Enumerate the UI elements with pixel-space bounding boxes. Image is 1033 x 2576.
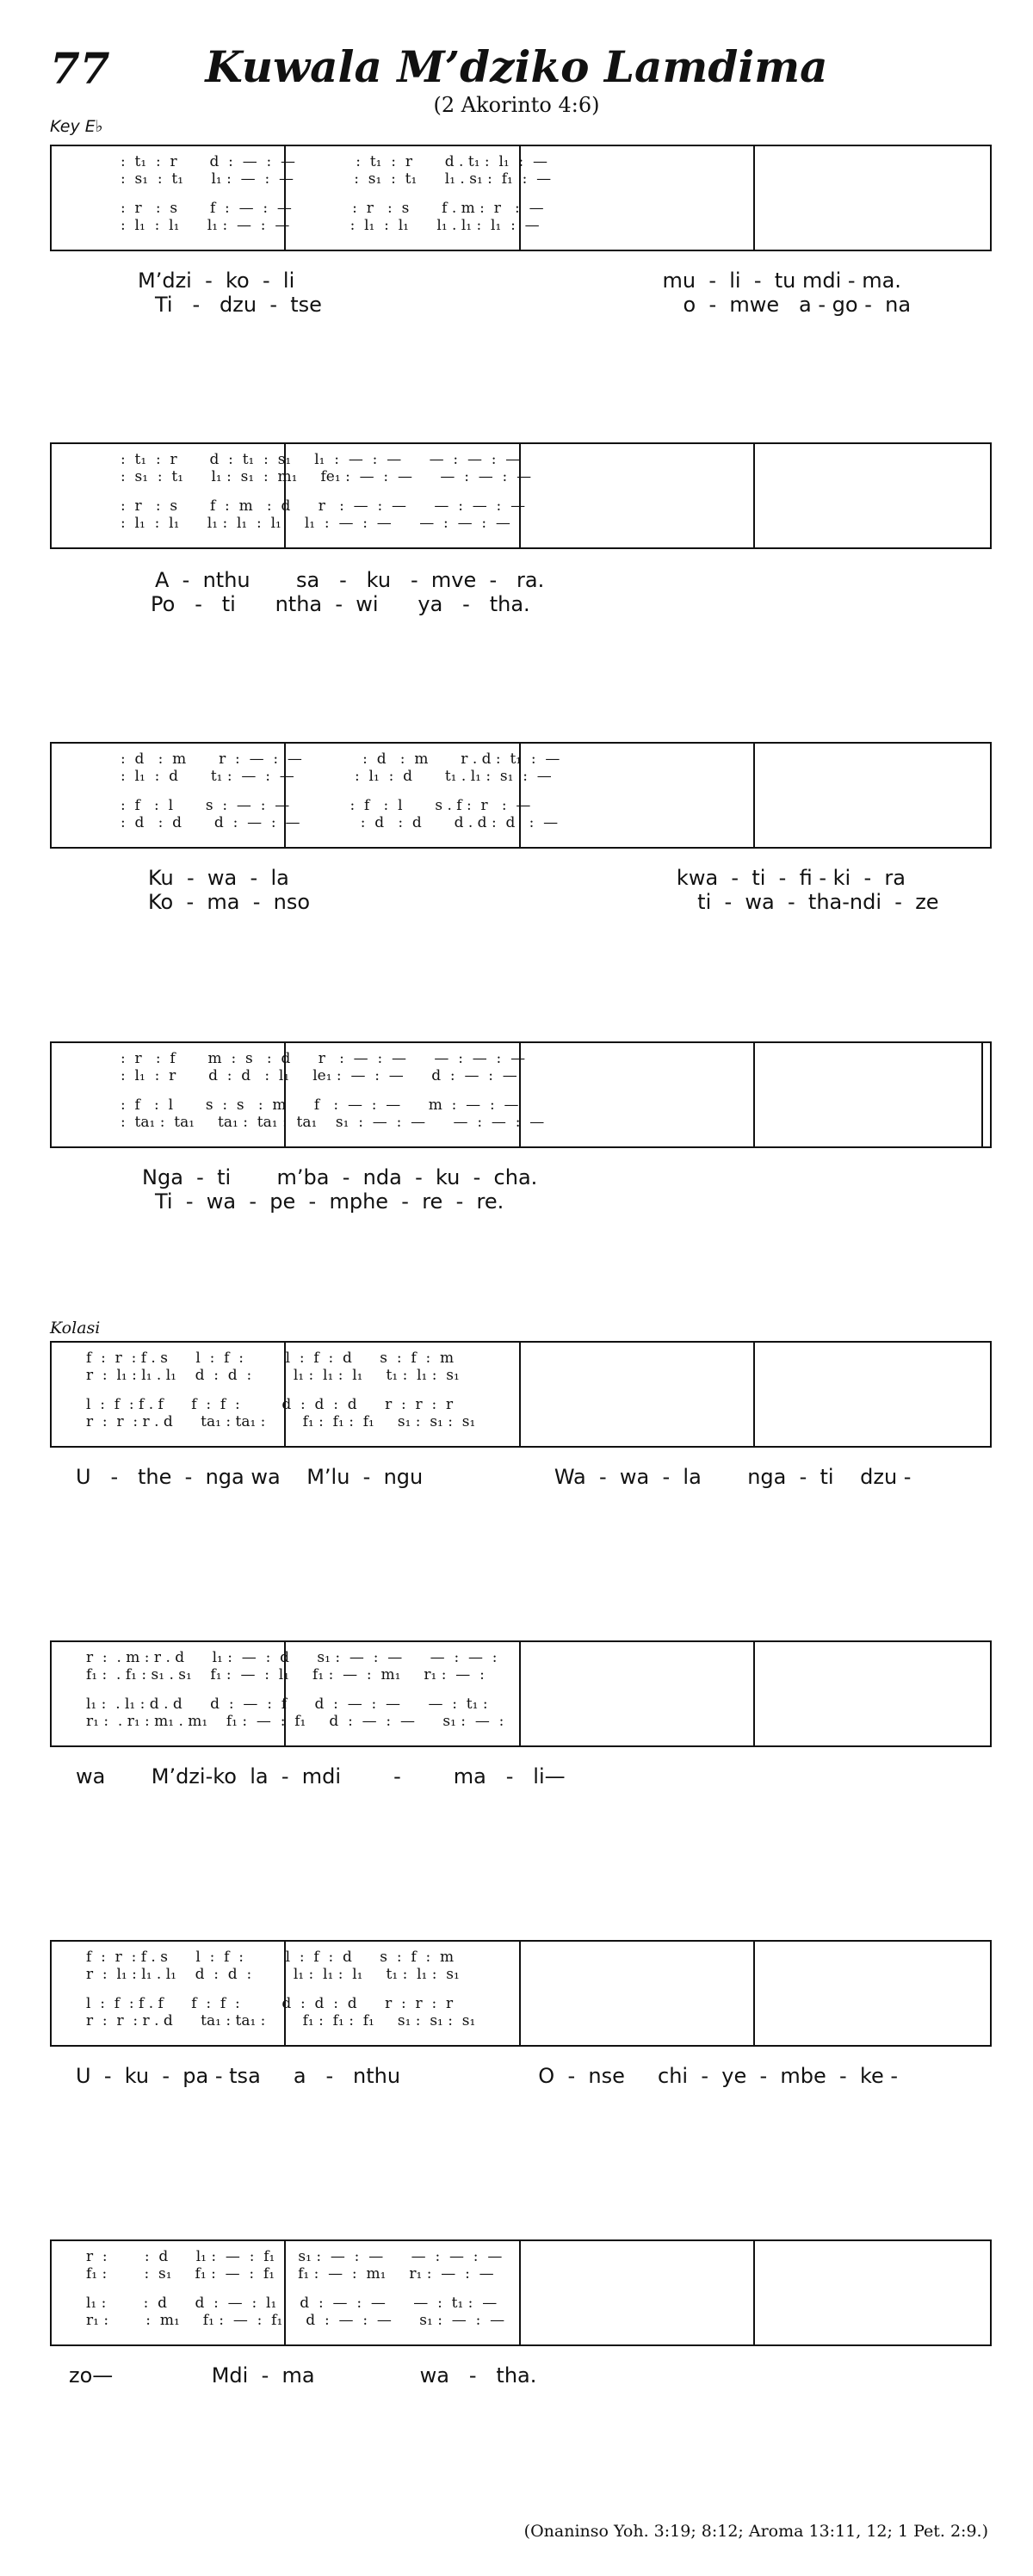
lyric-line: Po - ti ntha - wi ya - tha. <box>151 592 530 616</box>
staff-alto: f₁ : : s₁ f₁ : — : f₁ f₁ : — : m₁ r₁ : — : — <box>86 2265 494 2283</box>
lyric-line: M’dzi - ko - li mu - li - tu mdi - ma. <box>138 269 901 293</box>
staff-tenor: l₁ : . l₁ : d . d d : — : f d : — : — — : t₁ : <box>86 1696 488 1713</box>
staff-soprano: : r : f m : s : d r : — : — — : — : — <box>121 1050 526 1067</box>
lyric-line: wa M’dzi-ko la - mdi - ma - li— <box>76 1764 566 1788</box>
staff-soprano: r : : d l₁ : — : f₁ s₁ : — : — — : — : — <box>86 2248 503 2265</box>
staff-soprano: f : r : f . s l : f : l : f : d s : f : m <box>86 1350 455 1367</box>
staff-alto: : s₁ : t₁ l₁ : — : — : s₁ : t₁ l₁ . s₁ : f₁ : — <box>121 170 552 188</box>
lyric-line: A - nthu sa - ku - mve - ra. <box>155 568 545 592</box>
staff-bass: r : r : r . d ta₁ : ta₁ : f₁ : f₁ : f₁ s₁ : s₁ : s₁ <box>86 2012 476 2029</box>
staff-tenor: l : f : f . f f : f : d : d : d r : r : r <box>86 1396 454 1413</box>
staff-tenor: : r : s f : m : d r : — : — — : — : — <box>121 497 526 515</box>
staff-bass: : d : d d : — : — : d : d d . d : d : — <box>121 814 559 831</box>
lyric-line: Ku - wa - la kwa - ti - fi - ki - ra <box>148 866 906 890</box>
hymn-title: Kuwala M’dziko Lamdima <box>205 41 828 92</box>
staff-bass: : ta₁ : ta₁ ta₁ : ta₁ : ta₁ s₁ : — : — — : — : — <box>121 1114 545 1131</box>
music-system-6 <box>50 1640 992 1747</box>
music-system-5 <box>50 1341 992 1448</box>
staff-bass: : l₁ : l₁ l₁ : — : — : l₁ : l₁ l₁ . l₁ : l₁ : — <box>121 217 540 234</box>
lyric-line: U - ku - pa - tsa a - nthu O - nse chi - ye - mbe - ke - <box>76 2064 899 2088</box>
chorus-label: Kolasi <box>50 1319 101 1337</box>
staff-alto: r : l₁ : l₁ . l₁ d : d : l₁ : l₁ : l₁ t₁ : l₁ : s₁ <box>86 1966 460 1983</box>
staff-alto: : l₁ : r d : d : l₁ le₁ : — : — d : — : — <box>121 1067 517 1084</box>
lyric-line: Ko - ma - nso ti - wa - tha-ndi - ze <box>148 890 939 914</box>
staff-soprano: : t₁ : r d : — : — : t₁ : r d . t₁ : l₁ : — <box>121 153 548 170</box>
lyric-line: zo— Mdi - ma wa - tha. <box>69 2363 537 2388</box>
music-system-2 <box>50 442 992 549</box>
music-system-8 <box>50 2239 992 2346</box>
lyric-line: Nga - ti m’ba - nda - ku - cha. <box>142 1165 538 1189</box>
staff-alto: : s₁ : t₁ l₁ : s₁ : m₁ fe₁ : — : — — : — : — <box>121 468 532 485</box>
staff-bass: r₁ : . r₁ : m₁ . m₁ f₁ : — : f₁ d : — : — s₁ : — : <box>86 1713 504 1730</box>
key-signature: Key E♭ <box>50 117 103 136</box>
lyric-line: Ti - dzu - tse o - mwe a - go - na <box>155 293 912 317</box>
footer-references: (Onaninso Yoh. 3:19; 8:12; Aroma 13:11, 12; 1 Pet. 2:9.) <box>523 2522 988 2541</box>
music-system-1 <box>50 145 992 251</box>
staff-tenor: : f : l s : — : — : f : l s . f : r : — <box>121 797 531 814</box>
staff-alto: r : l₁ : l₁ . l₁ d : d : l₁ : l₁ : l₁ t₁ : l₁ : s₁ <box>86 1367 460 1384</box>
staff-bass: r : r : r . d ta₁ : ta₁ : f₁ : f₁ : f₁ s₁ : s₁ : s₁ <box>86 1413 476 1430</box>
lyric-line: Ti - wa - pe - mphe - re - re. <box>155 1189 504 1214</box>
scripture-reference: (2 Akorinto 4:6) <box>433 93 600 117</box>
staff-soprano: r : . m : r . d l₁ : — : d s₁ : — : — — : — : <box>86 1649 498 1666</box>
staff-soprano: : d : m r : — : — : d : m r . d : t₁ : — <box>121 751 560 768</box>
music-system-7 <box>50 1940 992 2047</box>
staff-alto: f₁ : . f₁ : s₁ . s₁ f₁ : — : l₁ f₁ : — : m₁ r₁ : — : <box>86 1666 485 1683</box>
staff-bass: r₁ : : m₁ f₁ : — : f₁ d : — : — s₁ : — : — <box>86 2312 505 2329</box>
music-system-3 <box>50 742 992 849</box>
staff-soprano: : t₁ : r d : t₁ : s₁ l₁ : — : — — : — : — <box>121 451 521 468</box>
staff-tenor: l : f : f . f f : f : d : d : d r : r : r <box>86 1995 454 2012</box>
staff-tenor: : r : s f : — : — : r : s f . m : r : — <box>121 200 544 217</box>
hymn-number: 77 <box>50 43 110 94</box>
lyric-line: U - the - nga wa M’lu - ngu Wa - wa - la nga - ti dzu - <box>76 1465 912 1489</box>
staff-tenor: : f : l s : s : m f : — : — m : — : — <box>121 1096 519 1114</box>
staff-alto: : l₁ : d t₁ : — : — : l₁ : d t₁ . l₁ : s₁ : — <box>121 768 552 785</box>
music-system-4 <box>50 1041 992 1148</box>
staff-tenor: l₁ : : d d : — : l₁ d : — : — — : t₁ : — <box>86 2295 498 2312</box>
staff-bass: : l₁ : l₁ l₁ : l₁ : l₁ l₁ : — : — — : — : — <box>121 515 510 532</box>
staff-soprano: f : r : f . s l : f : l : f : d s : f : m <box>86 1949 455 1966</box>
